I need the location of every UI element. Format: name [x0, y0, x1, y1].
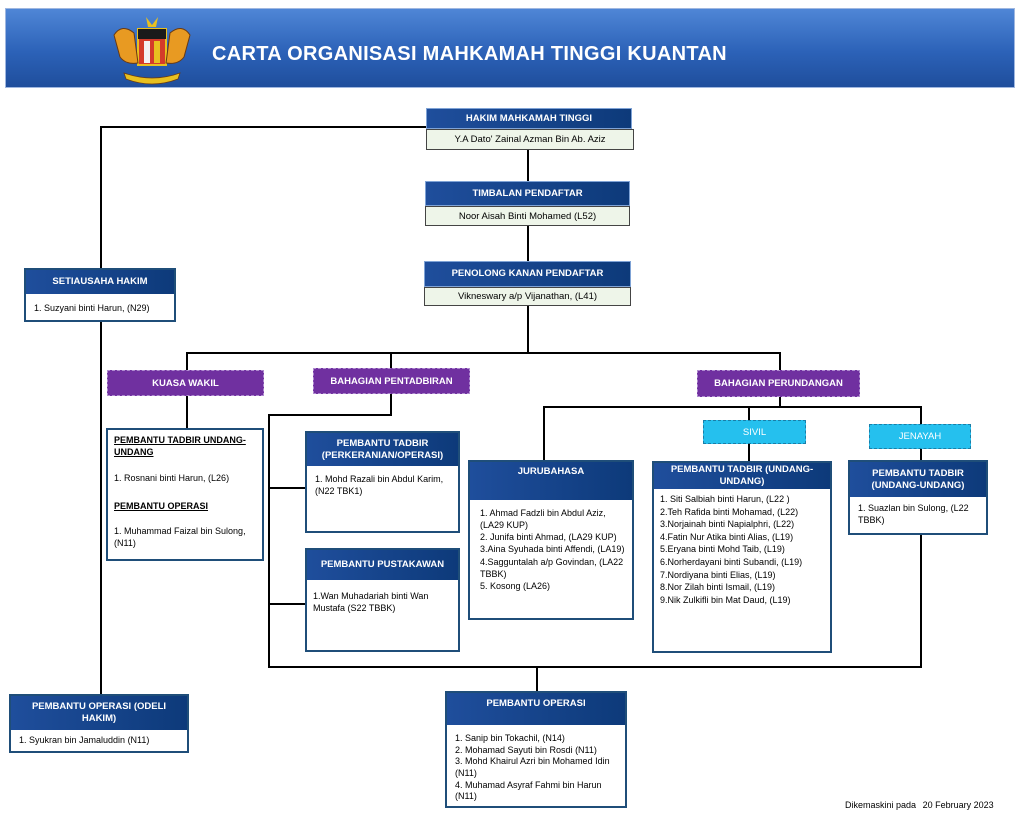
list-item: 1. Mohd Razali bin Abdul Karim, (N22 TBK1) — [315, 474, 444, 497]
connector-line — [100, 126, 427, 128]
list-item: 4. Muhamad Asyraf Fahmi bin Harun (N11) — [455, 779, 602, 802]
po-bottom-list — [455, 733, 623, 803]
hakim-name: Y.A Dato' Zainal Azman Bin Ab. Aziz — [426, 129, 634, 150]
po-odeli-box — [9, 694, 189, 753]
list-item: 5. Kosong (LA26) — [480, 580, 551, 591]
list-item: 7.Nordiyana binti Elias, (L19) — [660, 569, 776, 580]
connector-line — [920, 535, 922, 668]
connector-line — [543, 406, 545, 461]
list-item: 8.Nor Zilah binti Ismail, (L19) — [660, 582, 776, 593]
pt-jenayah-list — [858, 502, 982, 526]
connector-line — [268, 487, 306, 489]
connector-line — [543, 406, 922, 408]
updated-date: 20 February 2023 — [922, 800, 994, 810]
list-item: 1. Suazlan bin Sulong, (L22 TBBK) — [858, 503, 969, 526]
connector-line — [920, 406, 922, 424]
list-item: 5.Eryana binti Mohd Taib, (L19) — [660, 544, 785, 555]
pt-perkeranian-list — [315, 473, 455, 497]
section-jenayah: JENAYAH — [869, 424, 971, 449]
jurubahasa-header: JURUBAHASA — [470, 462, 632, 500]
connector-line — [527, 224, 529, 262]
pustakawan-box — [305, 548, 460, 652]
list-item: 1. Ahmad Fadzli bin Abdul Aziz, (LA29 KUP) — [480, 508, 606, 531]
list-item: 2. Junifa binti Ahmad, (LA29 KUP) — [480, 532, 617, 543]
pt-sivil-header: PEMBANTU TADBIR (UNDANG-UNDANG) — [654, 463, 830, 489]
connector-line — [390, 394, 392, 416]
po-odeli-list — [19, 734, 183, 746]
connector-line — [527, 305, 529, 353]
list-item: 4.Sagguntalah a/p Govindan, (LA22 TBBK) — [480, 556, 624, 579]
connector-line — [748, 444, 750, 462]
list-item: 3.Aina Syuhada binti Affendi, (LA19) — [480, 544, 625, 555]
connector-line — [268, 666, 922, 668]
pt-perkeranian-box — [305, 431, 460, 533]
list-item: 3.Norjainah binti Napialphri, (L22) — [660, 519, 795, 530]
list-item: 2. Mohamad Sayuti bin Rosdi (N11) — [455, 744, 597, 755]
connector-line — [268, 414, 270, 668]
po-bottom-header: PEMBANTU OPERASI — [447, 693, 625, 725]
list-item: 4.Fatin Nur Atika binti Alias, (L19) — [660, 531, 794, 542]
updated-note — [845, 800, 994, 810]
timbalan-header: TIMBALAN PENDAFTAR — [425, 181, 630, 206]
subheading: PEMBANTU OPERASI — [114, 501, 209, 512]
section-pentadbiran: BAHAGIAN PENTADBIRAN — [313, 368, 470, 394]
list-item: 1. Sanip bin Tokachil, (N14) — [455, 733, 565, 743]
section-sivil: SIVIL — [703, 420, 806, 444]
connector-line — [527, 148, 529, 181]
list-item: 9.Nik Zulkifli bin Mat Daud, (L19) — [660, 594, 791, 605]
connector-line — [779, 352, 781, 371]
page-title: CARTA ORGANISASI MAHKAMAH TINGGI KUANTAN — [212, 43, 727, 65]
list-item: 1. Syukran bin Jamaluddin (N11) — [19, 735, 150, 745]
connector-line — [186, 352, 188, 371]
pt-sivil-box — [652, 461, 832, 653]
connector-line — [536, 666, 538, 692]
pt-sivil-list — [660, 493, 828, 606]
pt-jenayah-header: PEMBANTU TADBIR (UNDANG-UNDANG) — [850, 462, 986, 497]
penolong-header: PENOLONG KANAN PENDAFTAR — [424, 261, 631, 287]
penolong-name: Vikneswary a/p Vijanathan, (L41) — [424, 287, 631, 306]
setiausaha-list — [34, 302, 170, 314]
jurubahasa-list — [480, 507, 630, 592]
connector-line — [390, 352, 392, 369]
coat-of-arms-icon — [104, 15, 200, 91]
kuasa-wakil-content — [114, 434, 258, 549]
kuasa-wakil-box — [106, 428, 264, 561]
setiausaha-header: SETIAUSAHA HAKIM — [26, 270, 174, 294]
title-banner — [5, 8, 1015, 88]
list-item: 6.Norherdayani binti Subandi, (L19) — [660, 556, 803, 567]
hakim-header: HAKIM MAHKAMAH TINGGI — [426, 108, 632, 129]
pt-perkeranian-header: PEMBANTU TADBIR (PERKERANIAN/OPERASI) — [307, 433, 458, 466]
po-odeli-header: PEMBANTU OPERASI (ODELI HAKIM) — [11, 696, 187, 730]
pt-jenayah-box — [848, 460, 988, 535]
list-item: 1.Wan Muhadariah binti Wan Mustafa (S22 TBBK) — [313, 591, 429, 614]
pustakawan-list — [313, 590, 455, 614]
list-item: 1. Suzyani binti Harun, (N29) — [34, 303, 150, 313]
timbalan-name: Noor Aisah Binti Mohamed (L52) — [425, 206, 630, 226]
connector-line — [268, 603, 306, 605]
section-perundangan: BAHAGIAN PERUNDANGAN — [697, 370, 860, 397]
list-item: 1. Siti Salbiah binti Harun, (L22 ) — [660, 494, 790, 504]
connector-line — [748, 406, 750, 420]
list-item: 2.Teh Rafida binti Mohamad, (L22) — [660, 506, 799, 517]
jurubahasa-box — [468, 460, 634, 620]
updated-label: Dikemaskini pada — [845, 800, 917, 810]
setiausaha-box — [24, 268, 176, 322]
subheading: PEMBANTU TADBIR UNDANG-UNDANG — [114, 435, 246, 458]
connector-line — [100, 126, 102, 269]
po-bottom-box — [445, 691, 627, 808]
list-item: 1. Rosnani binti Harun, (L26) — [114, 473, 230, 484]
connector-line — [268, 414, 392, 416]
connector-line — [186, 396, 188, 429]
section-kuasa-wakil: KUASA WAKIL — [107, 370, 264, 396]
connector-line — [100, 320, 102, 695]
list-item: 3. Mohd Khairul Azri bin Mohamed Idin (N11) — [455, 756, 610, 779]
list-item: 1. Muhammad Faizal bin Sulong, (N11) — [114, 525, 246, 548]
pustakawan-header: PEMBANTU PUSTAKAWAN — [307, 550, 458, 580]
connector-line — [186, 352, 781, 354]
